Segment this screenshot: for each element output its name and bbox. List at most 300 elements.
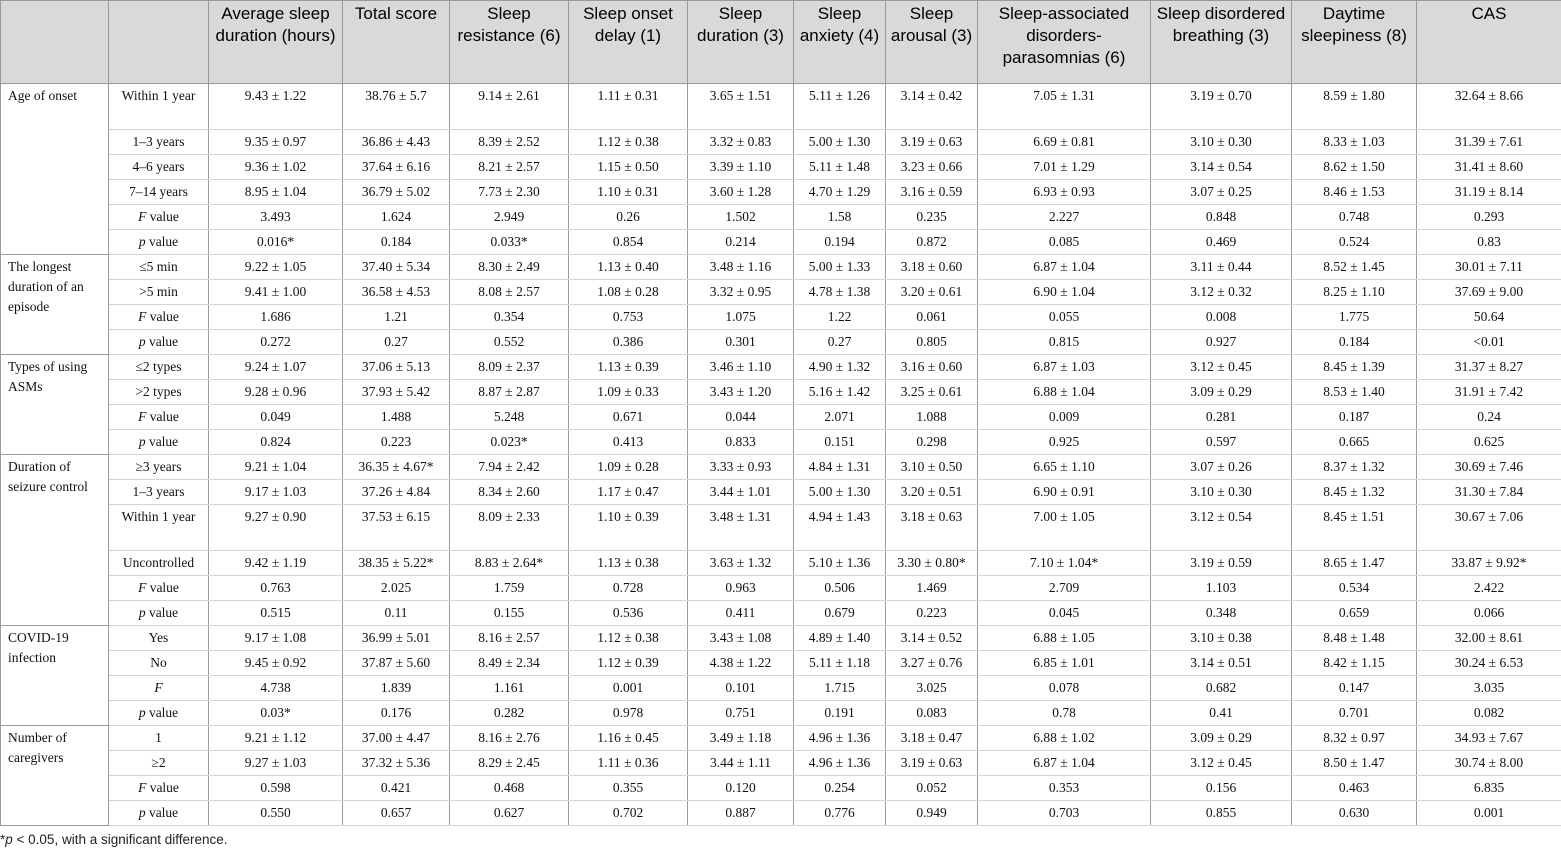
table-cell: 6.90 ± 0.91 (978, 480, 1151, 505)
table-cell: 0.11 (343, 601, 450, 626)
table-cell: 1.58 (794, 205, 886, 230)
table-row (1, 84, 1561, 130)
row-label (109, 626, 209, 651)
row-label-text: value (145, 605, 179, 620)
table-cell: 9.45 ± 0.92 (209, 651, 343, 676)
table-cell: 3.07 ± 0.25 (1151, 180, 1292, 205)
table-cell: 8.33 ± 1.03 (1292, 130, 1417, 155)
table-cell: 6.87 ± 1.03 (978, 355, 1151, 380)
table-cell: 31.39 ± 7.61 (1417, 130, 1561, 155)
table-cell: 0.872 (886, 230, 978, 255)
table-cell: 4.738 (209, 676, 343, 701)
table-cell: 3.43 ± 1.08 (688, 626, 794, 651)
table-cell: 0.597 (1151, 430, 1292, 455)
table-cell: 0.679 (794, 601, 886, 626)
table-cell: 0.235 (886, 205, 978, 230)
table-cell: 5.10 ± 1.36 (794, 551, 886, 576)
table-cell: 0.223 (343, 430, 450, 455)
table-cell: 1.09 ± 0.28 (569, 455, 688, 480)
table-row (1, 255, 1561, 280)
table-cell: 31.91 ± 7.42 (1417, 380, 1561, 405)
group-label: Duration of seizure control (1, 455, 109, 626)
table-cell: 0.348 (1151, 601, 1292, 626)
table-row (1, 130, 1561, 155)
row-label-text: Uncontrolled (122, 555, 195, 570)
table-cell: 3.27 ± 0.76 (886, 651, 978, 676)
table-cell: 3.20 ± 0.51 (886, 480, 978, 505)
row-label-text: value (146, 780, 179, 795)
table-cell: 8.65 ± 1.47 (1292, 551, 1417, 576)
table-cell: 0.702 (569, 801, 688, 826)
table-cell: 1.686 (209, 305, 343, 330)
table-cell: 0.001 (1417, 801, 1561, 826)
table-row (1, 430, 1561, 455)
table-cell: 3.63 ± 1.32 (688, 551, 794, 576)
table-cell: 3.44 ± 1.11 (688, 751, 794, 776)
table-cell: 6.88 ± 1.02 (978, 726, 1151, 751)
table-cell: 0.083 (886, 701, 978, 726)
table-row (1, 801, 1561, 826)
table-cell: 9.27 ± 0.90 (209, 505, 343, 551)
table-cell: 3.10 ± 0.38 (1151, 626, 1292, 651)
table-cell: 31.30 ± 7.84 (1417, 480, 1561, 505)
table-cell: 3.43 ± 1.20 (688, 380, 794, 405)
column-header-8: Sleep arousal (3) (886, 1, 978, 84)
table-row (1, 155, 1561, 180)
table-cell: 8.37 ± 1.32 (1292, 455, 1417, 480)
row-label (109, 701, 209, 726)
table-cell: 8.62 ± 1.50 (1292, 155, 1417, 180)
table-cell: 0.044 (688, 405, 794, 430)
row-label-text: value (146, 409, 179, 424)
table-cell: 3.60 ± 1.28 (688, 180, 794, 205)
table-cell: 8.45 ± 1.32 (1292, 480, 1417, 505)
row-label-text: ≤5 min (139, 259, 178, 274)
table-cell: 0.728 (569, 576, 688, 601)
table-cell: 0.298 (886, 430, 978, 455)
table-cell: 9.17 ± 1.03 (209, 480, 343, 505)
row-label-text: ≤2 types (135, 359, 182, 374)
table-cell: 32.00 ± 8.61 (1417, 626, 1561, 651)
table-cell: 8.46 ± 1.53 (1292, 180, 1417, 205)
row-label (109, 84, 209, 130)
table-cell: 0.41 (1151, 701, 1292, 726)
table-cell: 8.39 ± 2.52 (450, 130, 569, 155)
table-cell: 0.751 (688, 701, 794, 726)
table-cell: 0.120 (688, 776, 794, 801)
row-label-text: No (150, 655, 167, 670)
table-cell: 31.41 ± 8.60 (1417, 155, 1561, 180)
table-row (1, 330, 1561, 355)
table-cell: 3.09 ± 0.29 (1151, 726, 1292, 751)
table-cell: 0.682 (1151, 676, 1292, 701)
table-cell: 36.86 ± 4.43 (343, 130, 450, 155)
row-label-text: 4–6 years (132, 159, 185, 174)
table-cell: 1.775 (1292, 305, 1417, 330)
table-cell: 3.44 ± 1.01 (688, 480, 794, 505)
footnote-star: * (0, 832, 6, 847)
table-cell: 0.963 (688, 576, 794, 601)
table-cell: 36.35 ± 4.67* (343, 455, 450, 480)
table-cell: 0.301 (688, 330, 794, 355)
table-cell: 6.87 ± 1.04 (978, 255, 1151, 280)
table-cell: 0.24 (1417, 405, 1561, 430)
row-label (109, 280, 209, 305)
group-label: The longest duration of an episode (1, 255, 109, 355)
table-cell: 0.184 (1292, 330, 1417, 355)
table-cell: 33.87 ± 9.92* (1417, 551, 1561, 576)
table-footnote (0, 832, 228, 847)
table-cell: 0.085 (978, 230, 1151, 255)
row-label-text: value (146, 309, 179, 324)
table-cell: 0.151 (794, 430, 886, 455)
table-row (1, 180, 1561, 205)
table-cell: 30.67 ± 7.06 (1417, 505, 1561, 551)
stat-symbol: p (138, 705, 146, 720)
table-cell: 8.45 ± 1.51 (1292, 505, 1417, 551)
table-cell: 7.00 ± 1.05 (978, 505, 1151, 551)
table-cell: 1.759 (450, 576, 569, 601)
table-row (1, 651, 1561, 676)
table-cell: 3.035 (1417, 676, 1561, 701)
table-cell: 8.16 ± 2.57 (450, 626, 569, 651)
table-cell: 3.33 ± 0.93 (688, 455, 794, 480)
table-row (1, 701, 1561, 726)
table-cell: 9.14 ± 2.61 (450, 84, 569, 130)
table-cell: 1.11 ± 0.31 (569, 84, 688, 130)
stat-symbol: p (138, 234, 146, 249)
row-label (109, 455, 209, 480)
table-cell: 1.08 ± 0.28 (569, 280, 688, 305)
column-header-9: Sleep-associated disorders-parasomnias (6) (978, 1, 1151, 84)
table-cell: 0.854 (569, 230, 688, 255)
table-cell: 0.052 (886, 776, 978, 801)
table-cell: 8.49 ± 2.34 (450, 651, 569, 676)
table-cell: 6.93 ± 0.93 (978, 180, 1151, 205)
group-label: COVID-19 infection (1, 626, 109, 726)
table-cell: 3.09 ± 0.29 (1151, 380, 1292, 405)
table-cell: 0.293 (1417, 205, 1561, 230)
table-cell: 9.42 ± 1.19 (209, 551, 343, 576)
table-cell: 9.21 ± 1.04 (209, 455, 343, 480)
table-cell: 2.071 (794, 405, 886, 430)
table-cell: 0.353 (978, 776, 1151, 801)
row-label (109, 130, 209, 155)
row-label (109, 380, 209, 405)
table-cell: 0.386 (569, 330, 688, 355)
table-cell: 0.468 (450, 776, 569, 801)
table-cell: 0.815 (978, 330, 1151, 355)
table-cell: 0.78 (978, 701, 1151, 726)
table-cell: 0.703 (978, 801, 1151, 826)
table-cell: 0.156 (1151, 776, 1292, 801)
table-cell: 0.176 (343, 701, 450, 726)
column-header-7: Sleep anxiety (4) (794, 1, 886, 84)
table-cell: 0.147 (1292, 676, 1417, 701)
table-cell: 3.49 ± 1.18 (688, 726, 794, 751)
table-cell: 6.88 ± 1.04 (978, 380, 1151, 405)
table-cell: 1.16 ± 0.45 (569, 726, 688, 751)
stat-symbol: F (138, 209, 147, 224)
row-label-text: 1–3 years (132, 134, 185, 149)
table-cell: 6.69 ± 0.81 (978, 130, 1151, 155)
table-cell: 3.19 ± 0.63 (886, 751, 978, 776)
table-cell: 6.90 ± 1.04 (978, 280, 1151, 305)
table-cell: 1.624 (343, 205, 450, 230)
table-cell: 0.463 (1292, 776, 1417, 801)
table-cell: 2.709 (978, 576, 1151, 601)
table-cell: 1.13 ± 0.40 (569, 255, 688, 280)
table-row (1, 505, 1561, 551)
table-cell: 1.075 (688, 305, 794, 330)
table-cell: 1.088 (886, 405, 978, 430)
group-label: Number of caregivers (1, 726, 109, 826)
table-cell: 2.227 (978, 205, 1151, 230)
table-cell: 0.949 (886, 801, 978, 826)
table-cell: 8.45 ± 1.39 (1292, 355, 1417, 380)
table-cell: 8.25 ± 1.10 (1292, 280, 1417, 305)
table-cell: 37.00 ± 4.47 (343, 726, 450, 751)
table-cell: 4.84 ± 1.31 (794, 455, 886, 480)
stat-symbol: F (138, 409, 147, 424)
table-cell: 3.19 ± 0.59 (1151, 551, 1292, 576)
table-cell: 0.061 (886, 305, 978, 330)
table-cell: 0.223 (886, 601, 978, 626)
table-cell: 8.16 ± 2.76 (450, 726, 569, 751)
table-row (1, 405, 1561, 430)
column-header-12: CAS (1417, 1, 1561, 84)
table-cell: 3.16 ± 0.59 (886, 180, 978, 205)
table-cell: 9.21 ± 1.12 (209, 726, 343, 751)
table-cell: 37.64 ± 6.16 (343, 155, 450, 180)
table-cell: 0.049 (209, 405, 343, 430)
footnote-text: < 0.05, with a significant difference. (12, 832, 228, 847)
table-cell: 6.88 ± 1.05 (978, 626, 1151, 651)
table-cell: 0.83 (1417, 230, 1561, 255)
table-cell: 8.52 ± 1.45 (1292, 255, 1417, 280)
row-label (109, 180, 209, 205)
column-header-6: Sleep duration (3) (688, 1, 794, 84)
table-row (1, 726, 1561, 751)
table-cell: 0.753 (569, 305, 688, 330)
row-label (109, 405, 209, 430)
table-cell: 1.11 ± 0.36 (569, 751, 688, 776)
table-cell: 3.12 ± 0.45 (1151, 751, 1292, 776)
table-cell: 8.34 ± 2.60 (450, 480, 569, 505)
table-cell: 0.282 (450, 701, 569, 726)
table-header (1, 1, 1561, 84)
table-cell: 0.413 (569, 430, 688, 455)
table-cell: 0.411 (688, 601, 794, 626)
table-cell: 0.469 (1151, 230, 1292, 255)
column-header-4: Sleep resistance (6) (450, 1, 569, 84)
table-cell: 7.73 ± 2.30 (450, 180, 569, 205)
table-cell: 31.37 ± 8.27 (1417, 355, 1561, 380)
column-header-2: Average sleep duration (hours) (209, 1, 343, 84)
table-cell: 0.659 (1292, 601, 1417, 626)
table-row (1, 305, 1561, 330)
row-label (109, 230, 209, 255)
table-cell: 0.066 (1417, 601, 1561, 626)
table-cell: 0.848 (1151, 205, 1292, 230)
table-cell: 0.008 (1151, 305, 1292, 330)
row-label-text: >2 types (135, 384, 182, 399)
table-cell: 0.27 (794, 330, 886, 355)
column-header-10: Sleep disordered breathing (3) (1151, 1, 1292, 84)
table-cell: 0.887 (688, 801, 794, 826)
table-cell: 0.214 (688, 230, 794, 255)
row-label (109, 330, 209, 355)
table-cell: 36.58 ± 4.53 (343, 280, 450, 305)
table-cell: 3.14 ± 0.42 (886, 84, 978, 130)
header-row (1, 1, 1561, 84)
table-cell: 37.53 ± 6.15 (343, 505, 450, 551)
table-body (1, 84, 1561, 826)
table-cell: 3.12 ± 0.32 (1151, 280, 1292, 305)
table-row (1, 576, 1561, 601)
table-row (1, 626, 1561, 651)
table-cell: 8.95 ± 1.04 (209, 180, 343, 205)
row-label (109, 305, 209, 330)
table-cell: <0.01 (1417, 330, 1561, 355)
table-cell: 3.14 ± 0.54 (1151, 155, 1292, 180)
table-cell: 0.824 (209, 430, 343, 455)
table-cell: 5.00 ± 1.30 (794, 130, 886, 155)
table-cell: 6.87 ± 1.04 (978, 751, 1151, 776)
table-cell: 9.35 ± 0.97 (209, 130, 343, 155)
table-cell: 4.96 ± 1.36 (794, 726, 886, 751)
table-cell: 3.25 ± 0.61 (886, 380, 978, 405)
row-label (109, 676, 209, 701)
table-cell: 0.023* (450, 430, 569, 455)
table-cell: 9.36 ± 1.02 (209, 155, 343, 180)
table-cell: 3.10 ± 0.50 (886, 455, 978, 480)
table-cell: 4.38 ± 1.22 (688, 651, 794, 676)
table-cell: 8.87 ± 2.87 (450, 380, 569, 405)
table-cell: 1.469 (886, 576, 978, 601)
column-header-3: Total score (343, 1, 450, 84)
table-cell: 0.630 (1292, 801, 1417, 826)
table-cell: 1.12 ± 0.38 (569, 626, 688, 651)
table-cell: 0.833 (688, 430, 794, 455)
table-cell: 4.96 ± 1.36 (794, 751, 886, 776)
table-cell: 36.99 ± 5.01 (343, 626, 450, 651)
row-label (109, 801, 209, 826)
row-label (109, 480, 209, 505)
row-label-text: ≥3 years (135, 459, 182, 474)
table-cell: 9.27 ± 1.03 (209, 751, 343, 776)
table-cell: 8.21 ± 2.57 (450, 155, 569, 180)
table-cell: 5.00 ± 1.33 (794, 255, 886, 280)
table-cell: 4.94 ± 1.43 (794, 505, 886, 551)
table-cell: 4.70 ± 1.29 (794, 180, 886, 205)
table-cell: 8.30 ± 2.49 (450, 255, 569, 280)
table-cell: 5.11 ± 1.48 (794, 155, 886, 180)
column-header-1 (109, 1, 209, 84)
table-cell: 1.10 ± 0.31 (569, 180, 688, 205)
table-cell: 0.515 (209, 601, 343, 626)
table-cell: 0.776 (794, 801, 886, 826)
table-cell: 32.64 ± 8.66 (1417, 84, 1561, 130)
row-label-text: value (145, 805, 179, 820)
table-cell: 31.19 ± 8.14 (1417, 180, 1561, 205)
stat-symbol: p (138, 605, 146, 620)
stat-symbol: F (138, 580, 147, 595)
table-cell: 0.184 (343, 230, 450, 255)
table-cell: 1.12 ± 0.38 (569, 130, 688, 155)
table-cell: 0.03* (209, 701, 343, 726)
table-cell: 1.13 ± 0.38 (569, 551, 688, 576)
table-cell: 0.078 (978, 676, 1151, 701)
table-cell: 37.06 ± 5.13 (343, 355, 450, 380)
table-cell: 3.18 ± 0.60 (886, 255, 978, 280)
table-cell: 3.18 ± 0.63 (886, 505, 978, 551)
footnote-p: p (5, 832, 13, 847)
table-cell: 0.421 (343, 776, 450, 801)
table-cell: 9.17 ± 1.08 (209, 626, 343, 651)
table-cell: 0.534 (1292, 576, 1417, 601)
table-cell: 0.524 (1292, 230, 1417, 255)
table-cell: 0.26 (569, 205, 688, 230)
table-cell: 0.763 (209, 576, 343, 601)
table-cell: 1.103 (1151, 576, 1292, 601)
table-cell: 5.11 ± 1.26 (794, 84, 886, 130)
table-cell: 8.29 ± 2.45 (450, 751, 569, 776)
table-cell: 37.26 ± 4.84 (343, 480, 450, 505)
column-header-5: Sleep onset delay (1) (569, 1, 688, 84)
table-cell: 36.79 ± 5.02 (343, 180, 450, 205)
table-cell: 1.10 ± 0.39 (569, 505, 688, 551)
row-label (109, 430, 209, 455)
table-cell: 0.506 (794, 576, 886, 601)
table-cell: 3.32 ± 0.83 (688, 130, 794, 155)
table-cell: 3.07 ± 0.26 (1151, 455, 1292, 480)
table-cell: 1.715 (794, 676, 886, 701)
table-cell: 0.272 (209, 330, 343, 355)
table-cell: 1.12 ± 0.39 (569, 651, 688, 676)
stat-symbol: F (138, 780, 147, 795)
table-cell: 2.949 (450, 205, 569, 230)
table-cell: 1.17 ± 0.47 (569, 480, 688, 505)
stat-symbol: p (138, 805, 146, 820)
table-cell: 0.665 (1292, 430, 1417, 455)
table-cell: 9.43 ± 1.22 (209, 84, 343, 130)
row-label (109, 601, 209, 626)
table-cell: 3.48 ± 1.16 (688, 255, 794, 280)
table-cell: 3.12 ± 0.45 (1151, 355, 1292, 380)
table-cell: 3.39 ± 1.10 (688, 155, 794, 180)
table-cell: 0.254 (794, 776, 886, 801)
table-cell: 3.14 ± 0.52 (886, 626, 978, 651)
table-cell: 50.64 (1417, 305, 1561, 330)
table-cell: 0.082 (1417, 701, 1561, 726)
row-label-text: value (145, 705, 179, 720)
table-cell: 0.627 (450, 801, 569, 826)
table-cell: 8.09 ± 2.33 (450, 505, 569, 551)
row-label (109, 505, 209, 551)
table-cell: 3.10 ± 0.30 (1151, 130, 1292, 155)
table-cell: 5.11 ± 1.18 (794, 651, 886, 676)
table-cell: 37.93 ± 5.42 (343, 380, 450, 405)
table-cell: 37.40 ± 5.34 (343, 255, 450, 280)
table-cell: 30.01 ± 7.11 (1417, 255, 1561, 280)
table-cell: 1.21 (343, 305, 450, 330)
stat-symbol: p (138, 334, 146, 349)
table-cell: 3.025 (886, 676, 978, 701)
row-label (109, 255, 209, 280)
table-cell: 5.248 (450, 405, 569, 430)
table-cell: 0.701 (1292, 701, 1417, 726)
